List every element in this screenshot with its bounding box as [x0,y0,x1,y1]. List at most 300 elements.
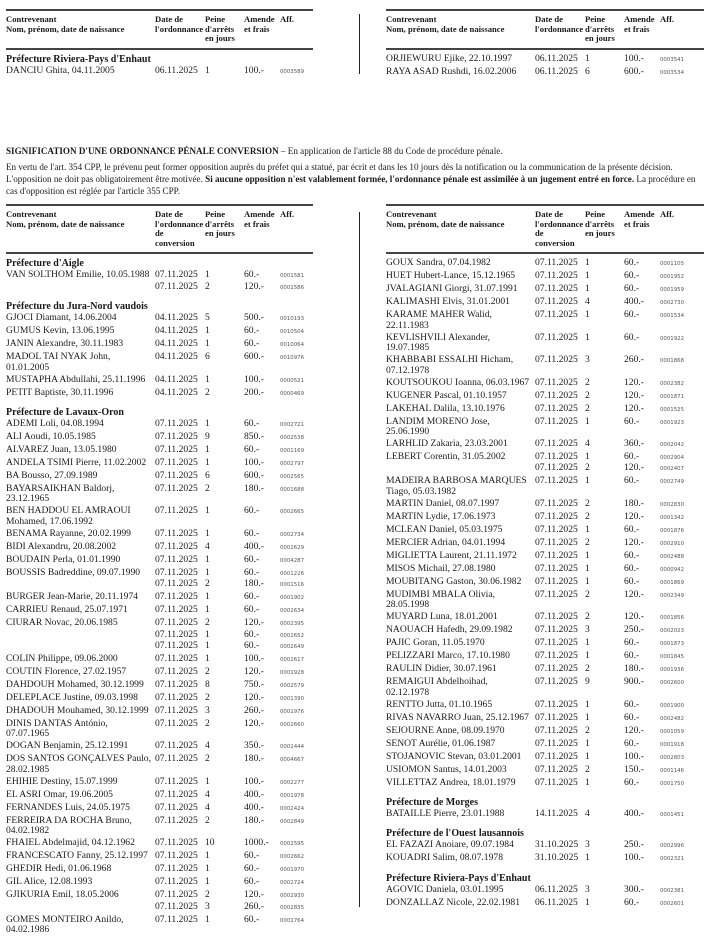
header-label: d'arrêts [585,218,615,229]
table-row [386,417,704,438]
order-entry [535,310,693,321]
header-label: et frais [624,23,650,34]
offender-name: KUGENER Pascal, 01.10.1957 [386,389,507,401]
order-date: 07.11.2025 [535,698,578,710]
order-date: 06.11.2025 [155,64,198,76]
order-date: 07.11.2025 [155,280,198,292]
order-entry [155,803,313,814]
fine-amount: 120.- [244,718,264,730]
case-number: 0001900 [660,702,685,709]
order-date: 07.11.2025 [155,269,198,281]
offender-name: SEJOURNE Anne, 08.09.1970 [386,724,505,736]
fine-amount: 120.- [624,389,644,401]
offender-name: PAJIC Goran, 11.05.1970 [386,637,485,649]
fine-amount: 600.- [624,65,644,77]
fine-amount: 60.- [244,628,260,640]
case-number: 0001451 [660,812,685,819]
detention-days: 2 [205,386,210,398]
order-entry [155,375,313,386]
order-date: 07.11.2025 [155,617,198,629]
table-row [386,538,704,549]
header-label: d'arrêts [205,218,235,229]
fine-amount: 120.- [624,536,644,548]
row-entries [535,625,693,636]
detention-days: 2 [205,718,210,730]
row-entries [155,388,313,399]
order-date: 07.11.2025 [535,331,578,343]
order-entry [535,297,693,308]
case-number: 0004667 [280,757,305,764]
fine-amount: 60.- [624,562,640,574]
fine-amount: 180.- [624,497,644,509]
offender-name: MARTIN Lydie, 17.06.1973 [386,510,496,522]
case-number: 0001581 [280,273,305,280]
fine-amount: 180.- [244,483,264,494]
order-date: 07.11.2025 [155,640,198,652]
order-date: 07.11.2025 [155,666,198,678]
order-date: 07.11.2025 [155,578,198,590]
offender-name: MOUBITANG Gaston, 30.06.1982 [386,575,522,587]
offender-name: MISOS Michail, 27.08.1980 [386,562,496,574]
row-entries [535,512,693,523]
detention-days: 2 [585,497,590,509]
fine-amount: 60.- [624,331,640,343]
prefecture-section [386,258,704,789]
header-label: Contrevenant [386,209,437,219]
fine-amount: 260.- [624,354,644,366]
fine-amount: 60.- [244,505,260,517]
header-amende [244,210,280,248]
row-entries [535,664,693,675]
header-aff [280,15,313,44]
prefecture-title: Préfecture de l'Ouest lausannois [386,828,524,840]
table-row [6,680,313,691]
fine-amount: 400.- [624,296,644,308]
detention-days: 2 [205,280,210,292]
order-entry [535,853,693,864]
detention-days: 1 [585,523,590,535]
case-number: 0002749 [660,479,685,486]
detention-days: 1 [205,373,210,385]
fine-amount: 60.- [244,418,260,429]
table-row [386,700,704,711]
header-label: l'ordonnance [155,23,204,34]
fine-amount: 60.- [624,896,640,908]
detention-days: 1 [205,640,210,652]
case-number: 0003589 [280,68,305,75]
order-entry [155,458,313,469]
offender-name: DELEPLACE Justine, 09.03.1998 [6,692,138,704]
row-entries [155,471,313,482]
row-entries [535,284,693,295]
table-row [386,752,704,763]
order-entry [155,339,313,350]
case-number: 0001928 [280,670,305,677]
table-row [386,577,704,588]
offender-name: MARTIN Daniel, 08.07.1997 [386,497,500,509]
case-number: 0000521 [280,377,305,384]
order-date: 07.11.2025 [155,801,198,813]
offender-name: BEN HADDOU EL AMRAOUI Mohamed, 17.06.1992 [6,505,131,527]
offender-name: DHADOUH Mouhamed, 30.12.1999 [6,705,149,717]
case-number: 0001146 [660,767,685,774]
order-date: 07.11.2025 [155,692,198,704]
detention-days: 1 [585,331,590,343]
case-number: 0003541 [660,56,685,63]
header-label: et frais [244,23,270,34]
offender-name: PETIT Baptiste, 30.11.1996 [6,386,114,398]
table-row [6,605,313,616]
fine-amount: 60.- [244,591,260,603]
row-entries [535,355,693,376]
detention-days: 2 [585,663,590,675]
offender-name: EHIHIE Destiny, 15.07.1999 [6,775,118,787]
case-number: 0004287 [280,557,305,564]
table-row [6,339,313,350]
order-entry [535,355,693,366]
order-entry [155,618,313,629]
row-entries [535,452,693,475]
order-date: 07.11.2025 [535,724,578,736]
row-entries [155,506,313,527]
header-label: d'arrêts [205,23,235,34]
header-label: en jours [585,228,615,239]
offender-name: USIOMON Santus, 14.01.2003 [386,763,507,775]
offender-name: DAHDOUH Mohamed, 30.12.1999 [6,679,144,691]
order-entry [535,54,693,65]
header-label: Peine [205,14,226,24]
fine-amount: 60.- [624,575,640,587]
detention-days: 2 [205,692,210,704]
table-row [6,667,313,678]
header-aff [280,210,313,248]
table-row [6,803,313,814]
header-label: Amende [624,209,655,219]
order-entry [155,902,313,913]
offender-name: VILLETTAZ Andrea, 18.01.1979 [386,776,516,788]
row-entries [535,476,693,497]
header-date [155,210,205,248]
offender-name: MUSTAPHA Abdullahi, 25.11.1996 [6,373,146,385]
fine-amount: 260.- [244,900,264,912]
case-number: 0002797 [280,461,305,467]
offender-name: CARRIEU Renaud, 25.07.1971 [6,604,128,616]
header-label: Aff. [280,14,295,24]
header-label: Date de [535,209,563,219]
header-date [535,210,585,248]
order-date: 07.11.2025 [155,553,198,565]
detention-days: 2 [205,753,210,765]
fine-amount: 60.- [244,604,260,616]
detention-days: 3 [205,900,210,912]
order-date: 07.11.2025 [155,753,198,765]
order-date: 07.11.2025 [535,663,578,675]
offender-name: MUYARD Luna, 18.01.2001 [386,611,498,623]
offender-name: EL FAZAZI Anoiare, 09.07.1984 [386,839,514,851]
order-entry [535,898,693,909]
order-entry [535,391,693,402]
case-number: 0001923 [660,419,685,426]
table-row [6,851,313,862]
offender-name: ANDELA TSIMI Pierre, 11.02.2002 [6,457,147,468]
detention-days: 4 [585,808,590,820]
detention-days: 1 [205,604,210,616]
order-entry [155,471,313,482]
order-entry [155,877,313,888]
detention-days: 8 [205,679,210,691]
row-entries [155,326,313,337]
header-label: en jours [585,33,615,44]
row-entries [155,605,313,616]
offender-name: BA Bousso, 27.09.1989 [6,470,98,481]
order-date: 07.11.2025 [155,775,198,787]
column-divider [359,14,360,74]
order-date: 07.11.2025 [155,470,198,481]
fine-amount: 180.- [244,753,264,765]
row-entries [535,310,693,331]
case-number: 0001586 [280,284,305,291]
header-label: Amende [244,209,275,219]
offender-name: SENOT Aurélie, 01.06.1987 [386,737,496,749]
order-entry [535,512,693,523]
order-entry [155,352,313,363]
notice-text: La procédure en cas d'opposition est réglée par l'article 355 CPP. [6,174,696,196]
detention-days: 2 [585,763,590,775]
detention-days: 2 [585,462,590,474]
detention-days: 1 [585,283,590,295]
fine-amount: 100.- [244,457,264,468]
order-date: 07.11.2025 [535,438,578,449]
order-date: 07.11.2025 [155,444,198,455]
offender-name: GOUX Sandra, 07.04.1982 [386,257,491,269]
table-header [386,206,704,254]
case-number: 0003534 [660,69,685,76]
offender-name: MIGLIETTA Laurent, 21.11.1972 [386,549,517,561]
order-date: 07.11.2025 [535,354,578,366]
offender-name: MUDIMBI MBALA Olivia, 28.05.1998 [386,588,495,611]
order-entry [535,765,693,776]
detention-days: 3 [205,705,210,717]
row-entries [155,667,313,678]
order-date: 07.11.2025 [155,876,198,888]
order-date: 07.11.2025 [155,837,198,849]
table-row [6,754,313,775]
order-entry [535,590,693,601]
order-date: 07.11.2025 [155,566,198,578]
order-entry [155,484,313,495]
table-header [386,11,704,50]
fine-amount: 100.- [244,373,264,385]
fine-amount: 120.- [624,510,644,522]
order-entry [155,432,313,443]
table-body [386,258,704,909]
detention-days: 2 [205,889,210,901]
fine-amount: 60.- [624,270,640,282]
fine-amount: 120.- [624,588,644,600]
row-entries [155,754,313,775]
table-row [6,432,313,443]
fine-amount: 60.- [244,850,260,862]
case-number: 0002724 [280,880,305,887]
fine-amount: 60.- [244,527,260,539]
offender-name: DOS SANTOS GONÇALVES Paulo, 28.02.1985 [6,753,151,775]
case-number: 0002407 [660,466,685,473]
row-entries [155,484,313,505]
row-entries [155,654,313,665]
order-entry [535,885,693,896]
fine-amount: 100.- [624,852,644,864]
row-entries [155,816,313,837]
detention-days: 2 [585,402,590,414]
table-row [386,355,704,376]
order-date: 07.11.2025 [535,510,578,522]
order-date: 07.11.2025 [535,611,578,623]
prefecture-section [6,54,313,77]
prefecture-title: Préfecture du Jura-Nord vaudois [6,301,148,313]
table-row [6,706,313,717]
table-row [386,333,704,354]
order-entry [155,326,313,337]
order-date: 07.11.2025 [155,505,198,517]
row-entries [535,726,693,737]
row-entries [155,777,313,788]
row-entries [535,577,693,588]
prefecture-title: Préfecture de Lavaux-Oron [6,407,124,418]
detention-days: 4 [205,801,210,813]
case-number: 0001059 [660,728,685,735]
order-entry [155,816,313,827]
case-number: 0002395 [280,621,305,628]
offender-name: NAOUACH Hafedh, 29.09.1982 [386,624,513,636]
fine-amount: 60.- [244,553,260,565]
row-entries [535,333,693,354]
order-date: 07.11.2025 [535,402,578,414]
detention-days: 9 [585,676,590,688]
order-entry [155,641,313,652]
offender-name: BIDI Alexandru, 20.08.2002 [6,540,117,552]
detention-days: 6 [205,470,210,481]
row-entries [535,404,693,415]
row-entries [155,719,313,740]
case-number: 0001105 [660,261,685,268]
row-entries [155,445,313,456]
row-entries [535,417,693,438]
table-row [386,54,704,65]
offender-name: JVALAGIANI Giorgi, 31.07.1991 [386,283,518,295]
offender-name: RIVAS NAVARRO Juan, 25.12.1967 [386,711,529,723]
table-row [386,297,704,308]
offender-name: REMAIGUI Abdelhoihad, 02.12.1978 [386,676,488,698]
offender-name: VAN SOLTHOM Emilie, 10.05.1988 [6,269,150,281]
order-entry [155,529,313,540]
fine-amount: 750.- [244,679,264,691]
order-entry [535,404,693,415]
offender-name: ORJIEWURU Ejike, 22.10.1997 [386,52,513,64]
detention-days: 1 [205,325,210,337]
order-entry [155,777,313,788]
order-date: 07.11.2025 [155,679,198,691]
fine-amount: 120.- [624,611,644,623]
order-entry [535,476,693,487]
detention-days: 1 [585,549,590,561]
order-entry [535,271,693,282]
offender-name: KOUTSOUKOU Ioanna, 06.03.1967 [386,376,530,388]
case-number: 0000469 [280,390,305,397]
order-entry [535,551,693,562]
header-label: Nom, prénom, date de naissance [386,218,505,229]
table-row [386,726,704,737]
row-entries [155,592,313,603]
order-date: 07.11.2025 [155,718,198,730]
case-number: 0002424 [280,805,305,812]
detention-days: 1 [205,269,210,281]
detention-days: 3 [585,883,590,895]
order-date: 07.11.2025 [535,389,578,401]
detention-days: 1 [205,863,210,875]
detention-days: 1 [205,628,210,640]
order-date: 07.11.2025 [535,376,578,388]
row-entries [535,590,693,611]
order-date: 06.11.2025 [535,896,578,908]
detention-days: 2 [585,724,590,736]
order-entry [155,313,313,324]
detention-days: 4 [585,296,590,308]
prefecture-section [386,873,704,909]
header-label: Date de [535,14,563,24]
offender-name: GJIKURIA Emil, 18.05.2006 [6,889,119,901]
row-entries [155,915,313,936]
fine-amount: 120.- [624,402,644,414]
notice-heading [6,145,706,157]
row-entries [155,838,313,849]
bottom-right-table [386,204,704,911]
prefecture-section [386,828,704,864]
order-date: 07.11.2025 [535,637,578,649]
fine-amount: 180.- [244,814,264,826]
row-entries [535,499,693,510]
header-label: Date de [155,209,183,219]
table-row [6,419,313,430]
case-number: 0001764 [280,917,305,924]
order-entry [155,506,313,517]
detention-days: 6 [205,351,210,363]
case-number: 0001978 [280,792,305,799]
row-entries [155,890,313,913]
prefecture-section [6,258,313,293]
offender-name: MERCIER Adrian, 04.01.1994 [386,536,506,548]
prefecture-title: Préfecture d'Aigle [6,258,84,270]
case-number: 0002042 [660,442,685,448]
table-row [386,765,704,776]
fine-amount: 60.- [244,338,260,350]
order-date: 07.11.2025 [155,418,198,429]
header-peine [585,15,624,44]
table-row [6,890,313,913]
fine-amount: 600.- [244,351,264,363]
order-date: 14.11.2025 [535,808,578,820]
order-entry [535,333,693,344]
detention-days: 4 [585,438,590,449]
case-number: 0001688 [280,487,305,493]
table-row [386,67,704,78]
row-entries [155,313,313,324]
bottom-left-table [6,204,313,937]
table-row [6,618,313,652]
row-entries [155,693,313,704]
detention-days: 1 [585,750,590,762]
order-entry [535,700,693,711]
offender-name: FRANCESCATO Fanny, 25.12.1997 [6,850,148,862]
